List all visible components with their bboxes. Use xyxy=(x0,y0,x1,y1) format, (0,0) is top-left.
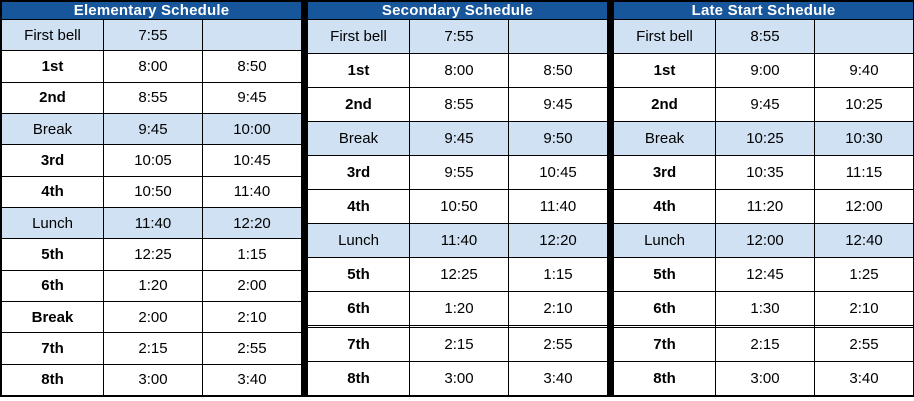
period-label: 7th xyxy=(614,327,716,361)
period-label: Break xyxy=(614,122,716,156)
period-label: Break xyxy=(2,113,104,144)
end-time: 3:40 xyxy=(203,364,302,395)
schedule-row xyxy=(308,122,608,156)
period-label: 3rd xyxy=(614,156,716,190)
schedule-row xyxy=(2,145,302,176)
schedule-row xyxy=(2,82,302,113)
start-time: 3:00 xyxy=(410,361,509,395)
start-time: 8:00 xyxy=(410,54,509,88)
end-time: 10:30 xyxy=(815,122,914,156)
start-time: 10:25 xyxy=(716,122,815,156)
start-time: 10:35 xyxy=(716,156,815,190)
end-time: 1:25 xyxy=(815,258,914,292)
schedule-title: Elementary Schedule xyxy=(2,2,302,20)
start-time: 10:50 xyxy=(104,176,203,207)
end-time xyxy=(509,20,608,54)
schedule-row xyxy=(614,156,914,190)
schedule-row xyxy=(2,333,302,364)
period-label: 7th xyxy=(308,327,410,361)
schedule-row xyxy=(614,88,914,122)
schedule-table-elementary-schedule xyxy=(1,1,302,396)
schedule-row xyxy=(2,207,302,238)
end-time: 8:50 xyxy=(509,54,608,88)
schedule-row xyxy=(308,54,608,88)
schedule-row xyxy=(2,20,302,51)
start-time: 9:55 xyxy=(410,156,509,190)
end-time: 2:10 xyxy=(203,301,302,332)
end-time: 9:40 xyxy=(815,54,914,88)
end-time: 11:40 xyxy=(509,190,608,224)
start-time: 7:55 xyxy=(104,20,203,51)
start-time: 12:00 xyxy=(716,224,815,258)
end-time: 12:20 xyxy=(509,224,608,258)
schedule-title: Secondary Schedule xyxy=(308,2,608,20)
end-time: 10:45 xyxy=(509,156,608,190)
start-time: 9:45 xyxy=(104,113,203,144)
end-time: 11:40 xyxy=(203,176,302,207)
end-time: 10:00 xyxy=(203,113,302,144)
schedule-row xyxy=(2,270,302,301)
end-time: 8:50 xyxy=(203,51,302,82)
period-label: 1st xyxy=(308,54,410,88)
schedule-row xyxy=(2,301,302,332)
period-label: 4th xyxy=(2,176,104,207)
schedule-header-row xyxy=(2,2,302,20)
start-time: 8:55 xyxy=(410,88,509,122)
end-time: 9:45 xyxy=(509,88,608,122)
schedule-row xyxy=(614,292,914,326)
end-time: 9:50 xyxy=(509,122,608,156)
end-time: 1:15 xyxy=(203,239,302,270)
period-label: First bell xyxy=(2,20,104,51)
schedule-row xyxy=(2,113,302,144)
schedule-row xyxy=(614,258,914,292)
start-time: 9:45 xyxy=(716,88,815,122)
start-time: 2:15 xyxy=(716,327,815,361)
schedule-row xyxy=(614,361,914,395)
start-time: 11:20 xyxy=(716,190,815,224)
end-time: 2:55 xyxy=(203,333,302,364)
schedule-row xyxy=(308,361,608,395)
schedule-row xyxy=(308,224,608,258)
schedule-body xyxy=(614,20,914,396)
period-label: Break xyxy=(308,122,410,156)
period-label: 5th xyxy=(308,258,410,292)
period-label: 5th xyxy=(614,258,716,292)
schedule-row xyxy=(2,239,302,270)
schedule-row xyxy=(614,20,914,54)
schedule-row xyxy=(308,20,608,54)
schedule-row xyxy=(308,156,608,190)
end-time: 9:45 xyxy=(203,82,302,113)
period-label: Lunch xyxy=(308,224,410,258)
start-time: 1:20 xyxy=(410,292,509,326)
schedule-table-late-start-schedule xyxy=(613,1,914,396)
start-time: 1:30 xyxy=(716,292,815,326)
start-time: 8:00 xyxy=(104,51,203,82)
period-label: 2nd xyxy=(614,88,716,122)
period-label: 4th xyxy=(614,190,716,224)
period-label: 4th xyxy=(308,190,410,224)
start-time: 7:55 xyxy=(410,20,509,54)
schedule-body xyxy=(308,20,608,396)
start-time: 10:50 xyxy=(410,190,509,224)
period-label: Break xyxy=(2,301,104,332)
end-time: 1:15 xyxy=(509,258,608,292)
period-label: First bell xyxy=(614,20,716,54)
start-time: 2:15 xyxy=(410,327,509,361)
schedule-body xyxy=(2,20,302,396)
start-time: 8:55 xyxy=(104,82,203,113)
period-label: 3rd xyxy=(308,156,410,190)
end-time: 10:45 xyxy=(203,145,302,176)
schedule-row xyxy=(308,88,608,122)
schedule-row xyxy=(2,364,302,395)
period-label: 6th xyxy=(2,270,104,301)
start-time: 12:25 xyxy=(104,239,203,270)
schedule-row xyxy=(308,258,608,292)
end-time xyxy=(815,20,914,54)
end-time: 3:40 xyxy=(509,361,608,395)
period-label: 7th xyxy=(2,333,104,364)
end-time xyxy=(203,20,302,51)
end-time: 2:55 xyxy=(815,327,914,361)
end-time: 2:55 xyxy=(509,327,608,361)
start-time: 2:15 xyxy=(104,333,203,364)
schedule-header-row xyxy=(308,2,608,20)
schedule-row xyxy=(614,224,914,258)
period-label: Lunch xyxy=(614,224,716,258)
schedule-row xyxy=(614,122,914,156)
end-time: 12:40 xyxy=(815,224,914,258)
schedule-row xyxy=(308,292,608,326)
end-time: 2:00 xyxy=(203,270,302,301)
end-time: 12:20 xyxy=(203,207,302,238)
end-time: 2:10 xyxy=(509,292,608,326)
period-label: 1st xyxy=(614,54,716,88)
period-label: 2nd xyxy=(308,88,410,122)
start-time: 9:45 xyxy=(410,122,509,156)
schedule-row xyxy=(2,176,302,207)
schedule-header-row xyxy=(614,2,914,20)
schedule-row xyxy=(614,327,914,361)
end-time: 11:15 xyxy=(815,156,914,190)
period-label: 8th xyxy=(308,361,410,395)
end-time: 10:25 xyxy=(815,88,914,122)
schedule-title: Late Start Schedule xyxy=(614,2,914,20)
period-label: 2nd xyxy=(2,82,104,113)
schedule-row xyxy=(308,190,608,224)
period-label: 1st xyxy=(2,51,104,82)
period-label: First bell xyxy=(308,20,410,54)
start-time: 11:40 xyxy=(410,224,509,258)
start-time: 12:25 xyxy=(410,258,509,292)
start-time: 3:00 xyxy=(716,361,815,395)
schedule-row xyxy=(308,327,608,361)
start-time: 12:45 xyxy=(716,258,815,292)
period-label: 6th xyxy=(614,292,716,326)
end-time: 3:40 xyxy=(815,361,914,395)
period-label: 5th xyxy=(2,239,104,270)
start-time: 9:00 xyxy=(716,54,815,88)
start-time: 11:40 xyxy=(104,207,203,238)
schedule-row xyxy=(614,54,914,88)
start-time: 1:20 xyxy=(104,270,203,301)
start-time: 2:00 xyxy=(104,301,203,332)
period-label: 8th xyxy=(614,361,716,395)
end-time: 12:00 xyxy=(815,190,914,224)
period-label: Lunch xyxy=(2,207,104,238)
period-label: 8th xyxy=(2,364,104,395)
schedule-row xyxy=(2,51,302,82)
schedule-table-secondary-schedule xyxy=(307,1,608,396)
start-time: 10:05 xyxy=(104,145,203,176)
period-label: 3rd xyxy=(2,145,104,176)
schedule-row xyxy=(614,190,914,224)
start-time: 8:55 xyxy=(716,20,815,54)
period-label: 6th xyxy=(308,292,410,326)
end-time: 2:10 xyxy=(815,292,914,326)
start-time: 3:00 xyxy=(104,364,203,395)
